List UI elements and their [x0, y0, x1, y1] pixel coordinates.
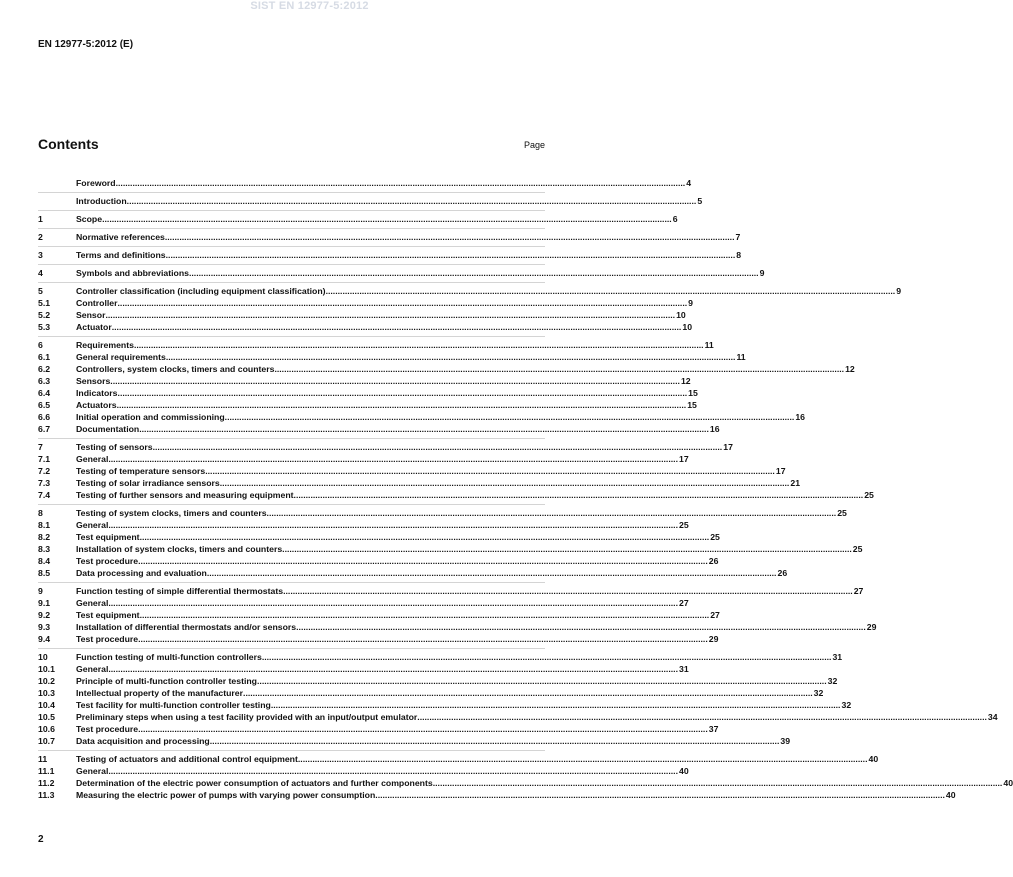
toc-entry-title: Measuring the electric power of pumps with varying power consumption [76, 790, 376, 800]
toc-dot-leader [262, 651, 832, 663]
toc-entry-title: General requirements [76, 352, 166, 362]
toc-entry-page: 29 [708, 634, 719, 644]
toc-entry-page: 29 [866, 622, 877, 632]
toc-entry-number: 6.5 [38, 400, 51, 410]
toc-entry[interactable] [38, 597, 689, 609]
toc-entry-title: Installation of system clocks, timers and counters [76, 544, 283, 554]
toc-dot-leader [127, 195, 697, 207]
toc-entry-number: 10.2 [38, 676, 55, 686]
toc-entry-title: Sensor [76, 310, 106, 320]
toc-entry-title: Actuators [76, 400, 117, 410]
toc-dot-leader [138, 723, 708, 735]
toc-entry-number [38, 177, 76, 189]
toc-section-group [38, 438, 874, 501]
toc-dot-leader [153, 441, 723, 453]
toc-entry-page: 9 [896, 286, 902, 296]
toc-entry[interactable] [38, 507, 847, 519]
toc-dot-leader [134, 339, 704, 351]
toc-entry-title: Function testing of multi-function controllers [76, 652, 262, 662]
toc-entry[interactable] [38, 285, 902, 297]
toc-entry-number: 10.6 [38, 724, 55, 734]
toc-entry[interactable] [38, 543, 863, 555]
toc-entry-title: Foreword [76, 178, 116, 188]
toc-entry-number: 2 [38, 232, 43, 242]
toc-entry-number: 8 [38, 508, 43, 518]
toc-dot-leader [118, 297, 688, 309]
toc-entry-title: Test procedure [76, 634, 139, 644]
toc-entry-title: Controller classification (including equipment classification) [76, 286, 326, 296]
toc-section-group [38, 582, 877, 645]
toc-entry-page: 11 [736, 352, 746, 362]
toc-section-group [38, 246, 742, 261]
toc-entry[interactable] [38, 177, 692, 189]
toc-entry-number: 9 [38, 586, 43, 596]
toc-section-group [38, 210, 678, 225]
toc-entry-number: 9.2 [38, 610, 51, 620]
toc-entry-page: 25 [864, 490, 874, 500]
toc-entry-page: 21 [790, 478, 801, 488]
toc-dot-leader [138, 555, 708, 567]
toc-entry-number: 6.3 [38, 376, 51, 386]
toc-dot-leader [326, 285, 896, 297]
toc-entry-number: 8.5 [38, 568, 51, 578]
toc-entry-number: 9.1 [38, 598, 51, 608]
toc-entry-page: 32 [827, 676, 838, 686]
toc-entry-title: Terms and definitions [76, 250, 166, 260]
toc-entry-number: 9.4 [38, 634, 51, 644]
toc-entry[interactable] [38, 663, 689, 675]
toc-entry[interactable] [38, 555, 719, 567]
toc-section-group [38, 282, 902, 333]
toc-entry-page: 26 [708, 556, 719, 566]
toc-entry-number: 6.6 [38, 412, 51, 422]
toc-dot-leader [298, 753, 868, 765]
toc-dot-leader [166, 351, 736, 363]
toc-dot-leader [294, 489, 864, 501]
toc-entry-number: 8.1 [38, 520, 51, 530]
toc-dot-leader [267, 507, 837, 519]
toc-entry-title: Documentation [76, 424, 140, 434]
toc-entry-number: 7.1 [38, 454, 51, 464]
toc-entry-page: 5 [697, 196, 703, 206]
toc-entry-page: 27 [853, 586, 864, 596]
toc-entry[interactable] [38, 267, 765, 279]
toc-entry[interactable] [38, 609, 720, 621]
toc-dot-leader [257, 675, 827, 687]
toc-entry-page: 11 [704, 340, 714, 350]
toc-entry-title: Introduction [76, 196, 127, 206]
toc-entry-number: 7.3 [38, 478, 51, 488]
document-id: EN 12977-5:2012 (E) [38, 39, 134, 50]
toc-entry-page: 25 [837, 508, 847, 518]
toc-entry-number: 11.3 [38, 790, 55, 800]
toc-dot-leader [283, 585, 853, 597]
toc-dot-leader [375, 789, 945, 801]
toc-entry-page: 25 [679, 520, 689, 530]
toc-entry[interactable] [38, 195, 703, 207]
toc-entry-page: 17 [679, 454, 689, 464]
toc-entry[interactable] [38, 621, 877, 633]
toc-entry[interactable] [38, 711, 998, 723]
toc-entry-number: 3 [38, 250, 43, 260]
toc-entry-title: Function testing of simple differential thermostats [76, 586, 284, 596]
toc-entry-page: 31 [832, 652, 843, 662]
toc-entry-page: 40 [868, 754, 879, 764]
toc-entry-number: 10.7 [38, 736, 55, 746]
toc-entry-number: 10.4 [38, 700, 55, 710]
toc-entry-title: Preliminary steps when using a test facility provided with an input/output emulator [76, 712, 418, 722]
toc-dot-leader [102, 213, 672, 225]
toc-dot-leader [108, 453, 678, 465]
toc-entry-number: 8.2 [38, 532, 51, 542]
toc-entry-title: General [76, 454, 109, 464]
toc-entry-page: 17 [723, 442, 733, 452]
toc-section-group [38, 336, 855, 435]
toc-entry-number: 5.1 [38, 298, 51, 308]
toc-entry-number: 8.3 [38, 544, 51, 554]
toc-entry-number: 11.2 [38, 778, 55, 788]
toc-section-group [38, 504, 863, 579]
toc-entry-page: 32 [841, 700, 852, 710]
toc-section-group [38, 228, 741, 243]
toc-entry-page: 9 [759, 268, 765, 278]
toc-entry-page: 6 [672, 214, 678, 224]
toc-entry-number: 7.2 [38, 466, 51, 476]
toc-entry-page: 40 [679, 766, 689, 776]
toc-entry-title: Testing of actuators and additional control equipment [76, 754, 298, 764]
toc-entry-title: Data processing and evaluation [76, 568, 207, 578]
toc-entry-number: 4 [38, 268, 43, 278]
toc-entry-title: Controller [76, 298, 118, 308]
toc-entry-number: 11.1 [38, 766, 55, 776]
toc-entry-number: 5 [38, 286, 43, 296]
toc-entry-page: 25 [710, 532, 720, 542]
watermark: SIST EN 12977-5:2012 [250, 0, 369, 12]
toc-entry-page: 34 [987, 712, 998, 722]
toc-entry-title: Symbols and abbreviations [76, 268, 189, 278]
page-number: 2 [38, 834, 44, 845]
toc-entry-page: 9 [688, 298, 693, 308]
toc-dot-leader [210, 735, 780, 747]
toc-entry-title: Sensors [76, 376, 111, 386]
toc-entry-title: Intellectual property of the manufacturer [76, 688, 244, 698]
toc-entry[interactable] [38, 453, 689, 465]
toc-entry-number: 11 [38, 754, 48, 764]
toc-entry[interactable] [38, 465, 786, 477]
toc-entry-title: Test facility for multi-function controller testing [76, 700, 271, 710]
toc-entry-number: 8.4 [38, 556, 51, 566]
toc-dot-leader [140, 531, 710, 543]
toc-entry-number: 5.3 [38, 322, 51, 332]
toc-entry[interactable] [38, 723, 719, 735]
toc-entry[interactable] [38, 675, 838, 687]
toc-dot-leader [165, 231, 735, 243]
toc-entry-title: Test equipment [76, 532, 140, 542]
toc-dot-leader [296, 621, 866, 633]
toc-entry-page: 37 [708, 724, 719, 734]
toc-dot-leader [433, 777, 1003, 789]
toc-entry-title: Testing of system clocks, timers and counters [76, 508, 267, 518]
toc-entry[interactable] [38, 477, 801, 489]
toc-entry-title: General [76, 664, 109, 674]
toc-entry[interactable] [38, 399, 697, 411]
toc-entry-title: Determination of the electric power consumption of actuators and further components [76, 778, 433, 788]
toc-entry-title: Scope [76, 214, 103, 224]
toc-entry[interactable] [38, 567, 788, 579]
toc-entry-title: General [76, 520, 109, 530]
toc-entry-title: Testing of solar irradiance sensors [76, 478, 220, 488]
toc-entry-number: 1 [38, 214, 43, 224]
toc-entry[interactable] [38, 765, 689, 777]
toc-dot-leader [138, 633, 708, 645]
toc-entry-number: 7 [38, 442, 43, 452]
toc-entry-page: 15 [687, 400, 697, 410]
toc-entry-title: Normative references [76, 232, 165, 242]
toc-entry-page: 27 [679, 598, 689, 608]
toc-entry-number: 10.5 [38, 712, 55, 722]
toc-entry-number: 6.4 [38, 388, 51, 398]
toc-entry[interactable] [38, 423, 720, 435]
toc-entry-number: 10.3 [38, 688, 55, 698]
toc-entry-number: 6.7 [38, 424, 51, 434]
toc-entry-number: 9.3 [38, 622, 51, 632]
toc-dot-leader [140, 609, 710, 621]
toc-entry[interactable] [38, 231, 741, 243]
toc-entry-title: Testing of further sensors and measuring equipment [76, 490, 294, 500]
toc-entry-page: 32 [813, 688, 824, 698]
toc-entry-page: 26 [777, 568, 788, 578]
toc-dot-leader [112, 321, 682, 333]
toc-entry[interactable] [38, 297, 693, 309]
toc-entry-number [38, 195, 76, 207]
contents-heading: Contents [38, 136, 99, 152]
toc-entry-page: 7 [735, 232, 741, 242]
toc-entry-title: Testing of temperature sensors [76, 466, 206, 476]
toc-entry[interactable] [38, 519, 689, 531]
toc-entry-title: General [76, 598, 109, 608]
toc-section-group [38, 264, 765, 279]
toc-dot-leader [116, 177, 686, 189]
toc-entry-title: Controllers, system clocks, timers and counters [76, 364, 275, 374]
toc-entry-title: Indicators [76, 388, 118, 398]
toc-entry-page: 16 [795, 412, 805, 422]
toc-entry-number: 10 [38, 652, 48, 662]
toc-entry-title: Testing of sensors [76, 442, 153, 452]
toc-entry-title: General [76, 766, 109, 776]
toc-entry-title: Principle of multi-function controller testing [76, 676, 257, 686]
toc-entry[interactable] [38, 339, 714, 351]
toc-entry-page: 12 [845, 364, 855, 374]
toc-entry[interactable] [38, 411, 805, 423]
toc-entry-number: 5.2 [38, 310, 51, 320]
toc-entry[interactable] [38, 249, 742, 261]
toc-entry-page: 10 [676, 310, 686, 320]
toc-entry[interactable] [38, 363, 855, 375]
toc-entry[interactable] [38, 735, 791, 747]
toc-entry[interactable] [38, 687, 824, 699]
toc-dot-leader [117, 399, 687, 411]
toc-entry-page: 15 [688, 388, 698, 398]
toc-entry-page: 27 [710, 610, 720, 620]
toc-dot-leader [282, 543, 852, 555]
toc-dot-leader [225, 411, 795, 423]
table-of-contents [38, 175, 1013, 804]
toc-dot-leader [274, 363, 844, 375]
toc-entry[interactable] [38, 585, 864, 597]
toc-dot-leader [108, 597, 678, 609]
toc-entry-title: Test equipment [76, 610, 140, 620]
toc-entry-title: Data acquisition and processing [76, 736, 210, 746]
toc-entry-number: 7.4 [38, 490, 51, 500]
toc-entry[interactable] [38, 375, 691, 387]
toc-section-group [38, 648, 998, 747]
toc-entry-number: 10.1 [38, 664, 55, 674]
toc-entry-title: Actuator [76, 322, 112, 332]
toc-entry[interactable] [38, 309, 686, 321]
toc-dot-leader [108, 519, 678, 531]
toc-entry[interactable] [38, 213, 678, 225]
toc-entry-number: 6.2 [38, 364, 51, 374]
toc-entry-page: 12 [680, 376, 691, 386]
toc-entry[interactable] [38, 387, 698, 399]
toc-entry-page: 25 [852, 544, 863, 554]
page-column-label: Page [523, 140, 545, 150]
toc-dot-leader [108, 663, 678, 675]
toc-entry-number: 6.1 [38, 352, 51, 362]
toc-entry-page: 8 [736, 250, 742, 260]
toc-entry-page: 39 [780, 736, 791, 746]
toc-entry-title: Test procedure [76, 724, 139, 734]
toc-entry-title: Initial operation and commissioning [76, 412, 225, 422]
toc-entry[interactable] [38, 441, 733, 453]
toc-section-group [38, 192, 703, 207]
toc-entry[interactable] [38, 351, 746, 363]
toc-entry-title: Requirements [76, 340, 134, 350]
toc-entry-title: Installation of differential thermostats and/or sensors [76, 622, 297, 632]
toc-entry-page: 40 [1003, 778, 1013, 788]
toc-entry[interactable] [38, 777, 1013, 789]
toc-entry[interactable] [38, 489, 874, 501]
toc-dot-leader [166, 249, 736, 261]
toc-entry-number: 6 [38, 340, 43, 350]
toc-entry-title: Test procedure [76, 556, 139, 566]
toc-entry-page: 40 [945, 790, 956, 800]
toc-entry-page: 31 [679, 664, 689, 674]
toc-entry[interactable] [38, 699, 852, 711]
toc-dot-leader [139, 423, 709, 435]
toc-dot-leader [220, 477, 790, 489]
toc-dot-leader [271, 699, 841, 711]
toc-entry-page: 17 [775, 466, 786, 476]
toc-entry[interactable] [38, 321, 693, 333]
toc-section-group [38, 175, 692, 189]
toc-section-group [38, 750, 1013, 801]
toc-entry[interactable] [38, 633, 719, 645]
toc-dot-leader [108, 765, 678, 777]
toc-dot-leader [417, 711, 987, 723]
toc-dot-leader [110, 375, 680, 387]
toc-entry-page: 16 [709, 424, 720, 434]
toc-dot-leader [205, 465, 775, 477]
toc-dot-leader [189, 267, 759, 279]
toc-dot-leader [243, 687, 813, 699]
toc-dot-leader [207, 567, 777, 579]
toc-entry[interactable] [38, 789, 956, 801]
toc-entry[interactable] [38, 753, 879, 765]
toc-entry-page: 10 [682, 322, 693, 332]
toc-entry[interactable] [38, 531, 720, 543]
toc-dot-leader [118, 387, 688, 399]
toc-entry-page: 4 [686, 178, 692, 188]
toc-dot-leader [105, 309, 675, 321]
toc-entry[interactable] [38, 651, 843, 663]
